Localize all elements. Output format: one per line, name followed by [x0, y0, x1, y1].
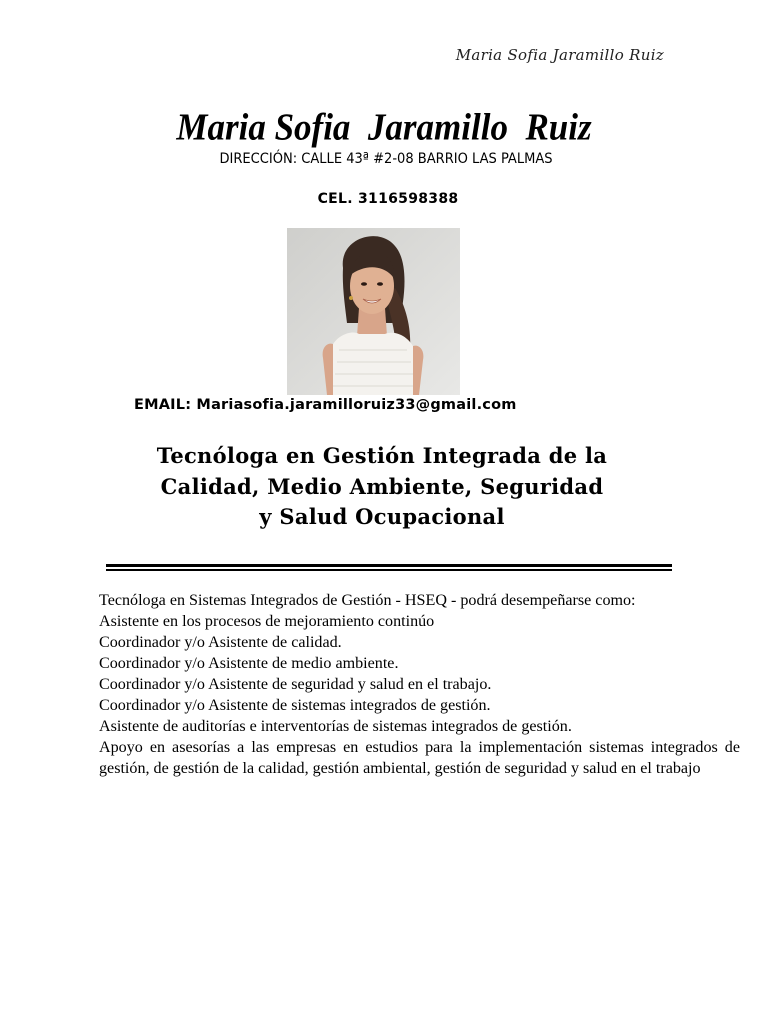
profession-title-line-2: Calidad, Medio Ambiente, Seguridad	[160, 473, 604, 499]
candidate-name	[0, 106, 768, 149]
role-item: Coordinador y/o Asistente de medio ambiente.	[99, 655, 399, 672]
description-intro: Tecnóloga en Sistemas Integrados de Gestión - HSEQ - podrá desempeñarse como:	[99, 592, 636, 609]
role-item: Coordinador y/o Asistente de seguridad y salud en el trabajo.	[99, 676, 492, 693]
role-item: Asistente en los procesos de mejoramiento continúo	[99, 613, 435, 630]
role-item: Coordinador y/o Asistente de sistemas integrados de gestión.	[99, 697, 491, 714]
divider-rule-bottom	[106, 569, 672, 571]
role-item: Asistente de auditorías e interventorías de sistemas integrados de gestión.	[99, 718, 572, 735]
role-item: Coordinador y/o Asistente de calidad.	[99, 634, 342, 651]
profession-title-line-1: Tecnóloga en Gestión Integrada de la	[156, 443, 608, 468]
portrait-photo	[287, 228, 460, 395]
profession-title-line-3: y Salud Ocupacional	[259, 504, 505, 529]
portrait-photo-icon	[287, 228, 460, 395]
profession-title	[140, 441, 624, 533]
running-header-name: Maria Sofia Jaramillo Ruiz	[455, 46, 664, 64]
divider-rule-top	[106, 564, 672, 567]
address-line: DIRECCIÓN: CALLE 43ª #2-08 BARRIO LAS PALMAS	[219, 151, 553, 167]
description-closing: Apoyo en asesorías a las empresas en estudios para la implementación sistemas integrados de gestión, de gestión de la calidad, gestión ambiental, gestión de seguridad y salud en el trabajo	[99, 739, 740, 777]
profile-description	[99, 590, 740, 779]
phone-number: CEL. 3116598388	[317, 191, 459, 207]
candidate-name-text: Maria Sofia Jaramillo Ruiz	[176, 106, 592, 149]
email-address: EMAIL: Mariasofia.jaramilloruiz33@gmail.com	[134, 397, 517, 413]
